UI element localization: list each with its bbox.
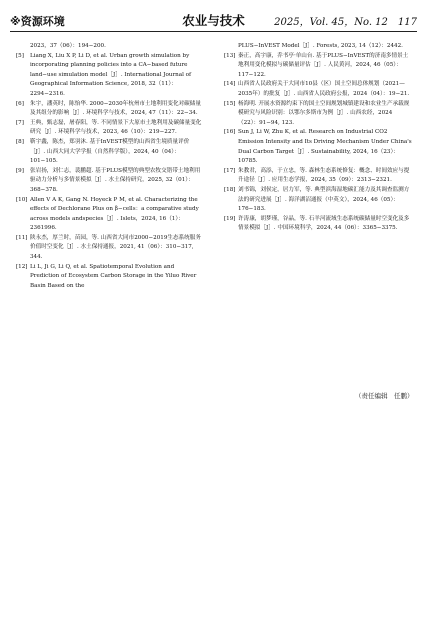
reference-item: [7] 王典，甄志磊，屠春阳，等. 不同情景下大原市土地利用及碳储量变化研究［J］. 环境科学与技术，2023, 46（10）：219−227. xyxy=(16,119,202,136)
header-rule xyxy=(10,31,417,32)
reference-item: [17] 朱教君，高添，于立忠，等. 森林生态系统修复：概念、时间效应与提升途径［J］. 应用生态学报，2024, 35（09）：2313−2321. xyxy=(224,167,410,184)
section-label: ※资源环境 xyxy=(10,15,65,28)
reference-item: [13] 秦正，高宇康，乔书亭·单山台. 基于PLUS−InVEST的济南多情景土地利用变化模拟与碳储量评估［J］. 人民黄河，2024, 46（05）：117−122. xyxy=(224,52,409,78)
right-reference-column xyxy=(224,42,412,234)
issue-info: 2025，Vol. 45，No. 12 117 xyxy=(274,17,417,28)
reference-item: 2023，37（06）：194−200. xyxy=(30,43,106,49)
reference-item: [5] Liang X, Liu X P, Li D, et al. Urban growth simulation by incorporating planning policies into a CA−based future land−use simulation model［J］. International Journal of Geographical Information Science, 2018, 32（11）：2294−2316. xyxy=(16,52,192,97)
responsible-editor: （责任编辑 任鹏） xyxy=(355,392,414,400)
left-reference-column xyxy=(16,42,204,291)
reference-item: [14] 山西省人民政府关于大同市10县（区）国土空间总体规划（2021—2035年）的批复［J］. 山西省人民政府公报，2024（04）：19−21. xyxy=(224,81,410,97)
reference-item: [12] Li L, Ji G, Li Q, et al. Spatiotemporal Evolution and Prediction of Ecosystem Carbon Storage in the Yiluo River Basin Based on the xyxy=(16,263,197,289)
reference-item: [11] 陕永杰，厚兰时，苗园，等. 山西省大同市2000−2019生态系统服务价值时空变化［J］. 水土保持通报，2021, 41（06）：310−317, 344. xyxy=(16,234,201,261)
running-header xyxy=(10,12,417,28)
reference-item: [9] 张岩扬，刘仁志，裴鹏超. 基于PLUS模型的典型农牧交错带土地利用驱动力分析与多情景模拟［J］. 水土保持研究，2025, 32（01）：368−378. xyxy=(16,167,201,193)
reference-item: [8] 靳宇鑫，陈杰，郑羽沐. 基于InVEST模型的山西省生境质量评价［J］. 山西大同大学学报（自然科学版），2024, 40（04）：101−105. xyxy=(16,138,190,165)
reference-item: [15] 杨海明. 开展水资源约束下的国土空间规划城镇建设和农业生产承载规模研究与风险识别：以鄂尔多斯市为例［J］. 山西农经，2024（22）：91−94, 123. xyxy=(224,100,410,126)
reference-item: [19] 许涛康，胡梦瑾，谷晶，等. 石羊河流域生态系统碳储量时空变化及多情景模拟［J］. 中国环境科学，2024, 44（06）：3365−3375. xyxy=(224,215,410,232)
reference-item: [10] Allen V A K, Gang N. Hoyeck P M, et al. Characterizing the effects of Dechlorane Plus on β−cells：a comparative study across models andspecies［J］. Islets，2024, 16（1）：2361996. xyxy=(16,196,199,232)
reference-item: [6] 朱宇，潘英时，陈怡华. 2000−2030年杭州市土地利用变化对碳储量及其组分的影响［J］. 环境科学与技术，2024, 47（11）：22−34. xyxy=(16,100,201,117)
reference-item: PLUS−InVEST Model［J］. Forests, 2023, 14（12）：2442. xyxy=(238,43,403,49)
journal-title: 农业与技术 xyxy=(182,13,245,28)
reference-item: [18] 刘书锦，刘侯定，居力军，等. 典型滨海湿地碳汇能力及其调查监测方法的研究进展［J］. 海洋湖沼通报（中英文），2024, 46（05）：176−183. xyxy=(224,186,410,213)
reference-item: [16] Sun J, Li W, Zhu K, et al. Research on Industrial CO2 Emission Intensity and Its Driving Mechanism Under China's Dual Carbon Target［J］. Sustainability, 2024, 16（23）：10785. xyxy=(224,129,412,165)
